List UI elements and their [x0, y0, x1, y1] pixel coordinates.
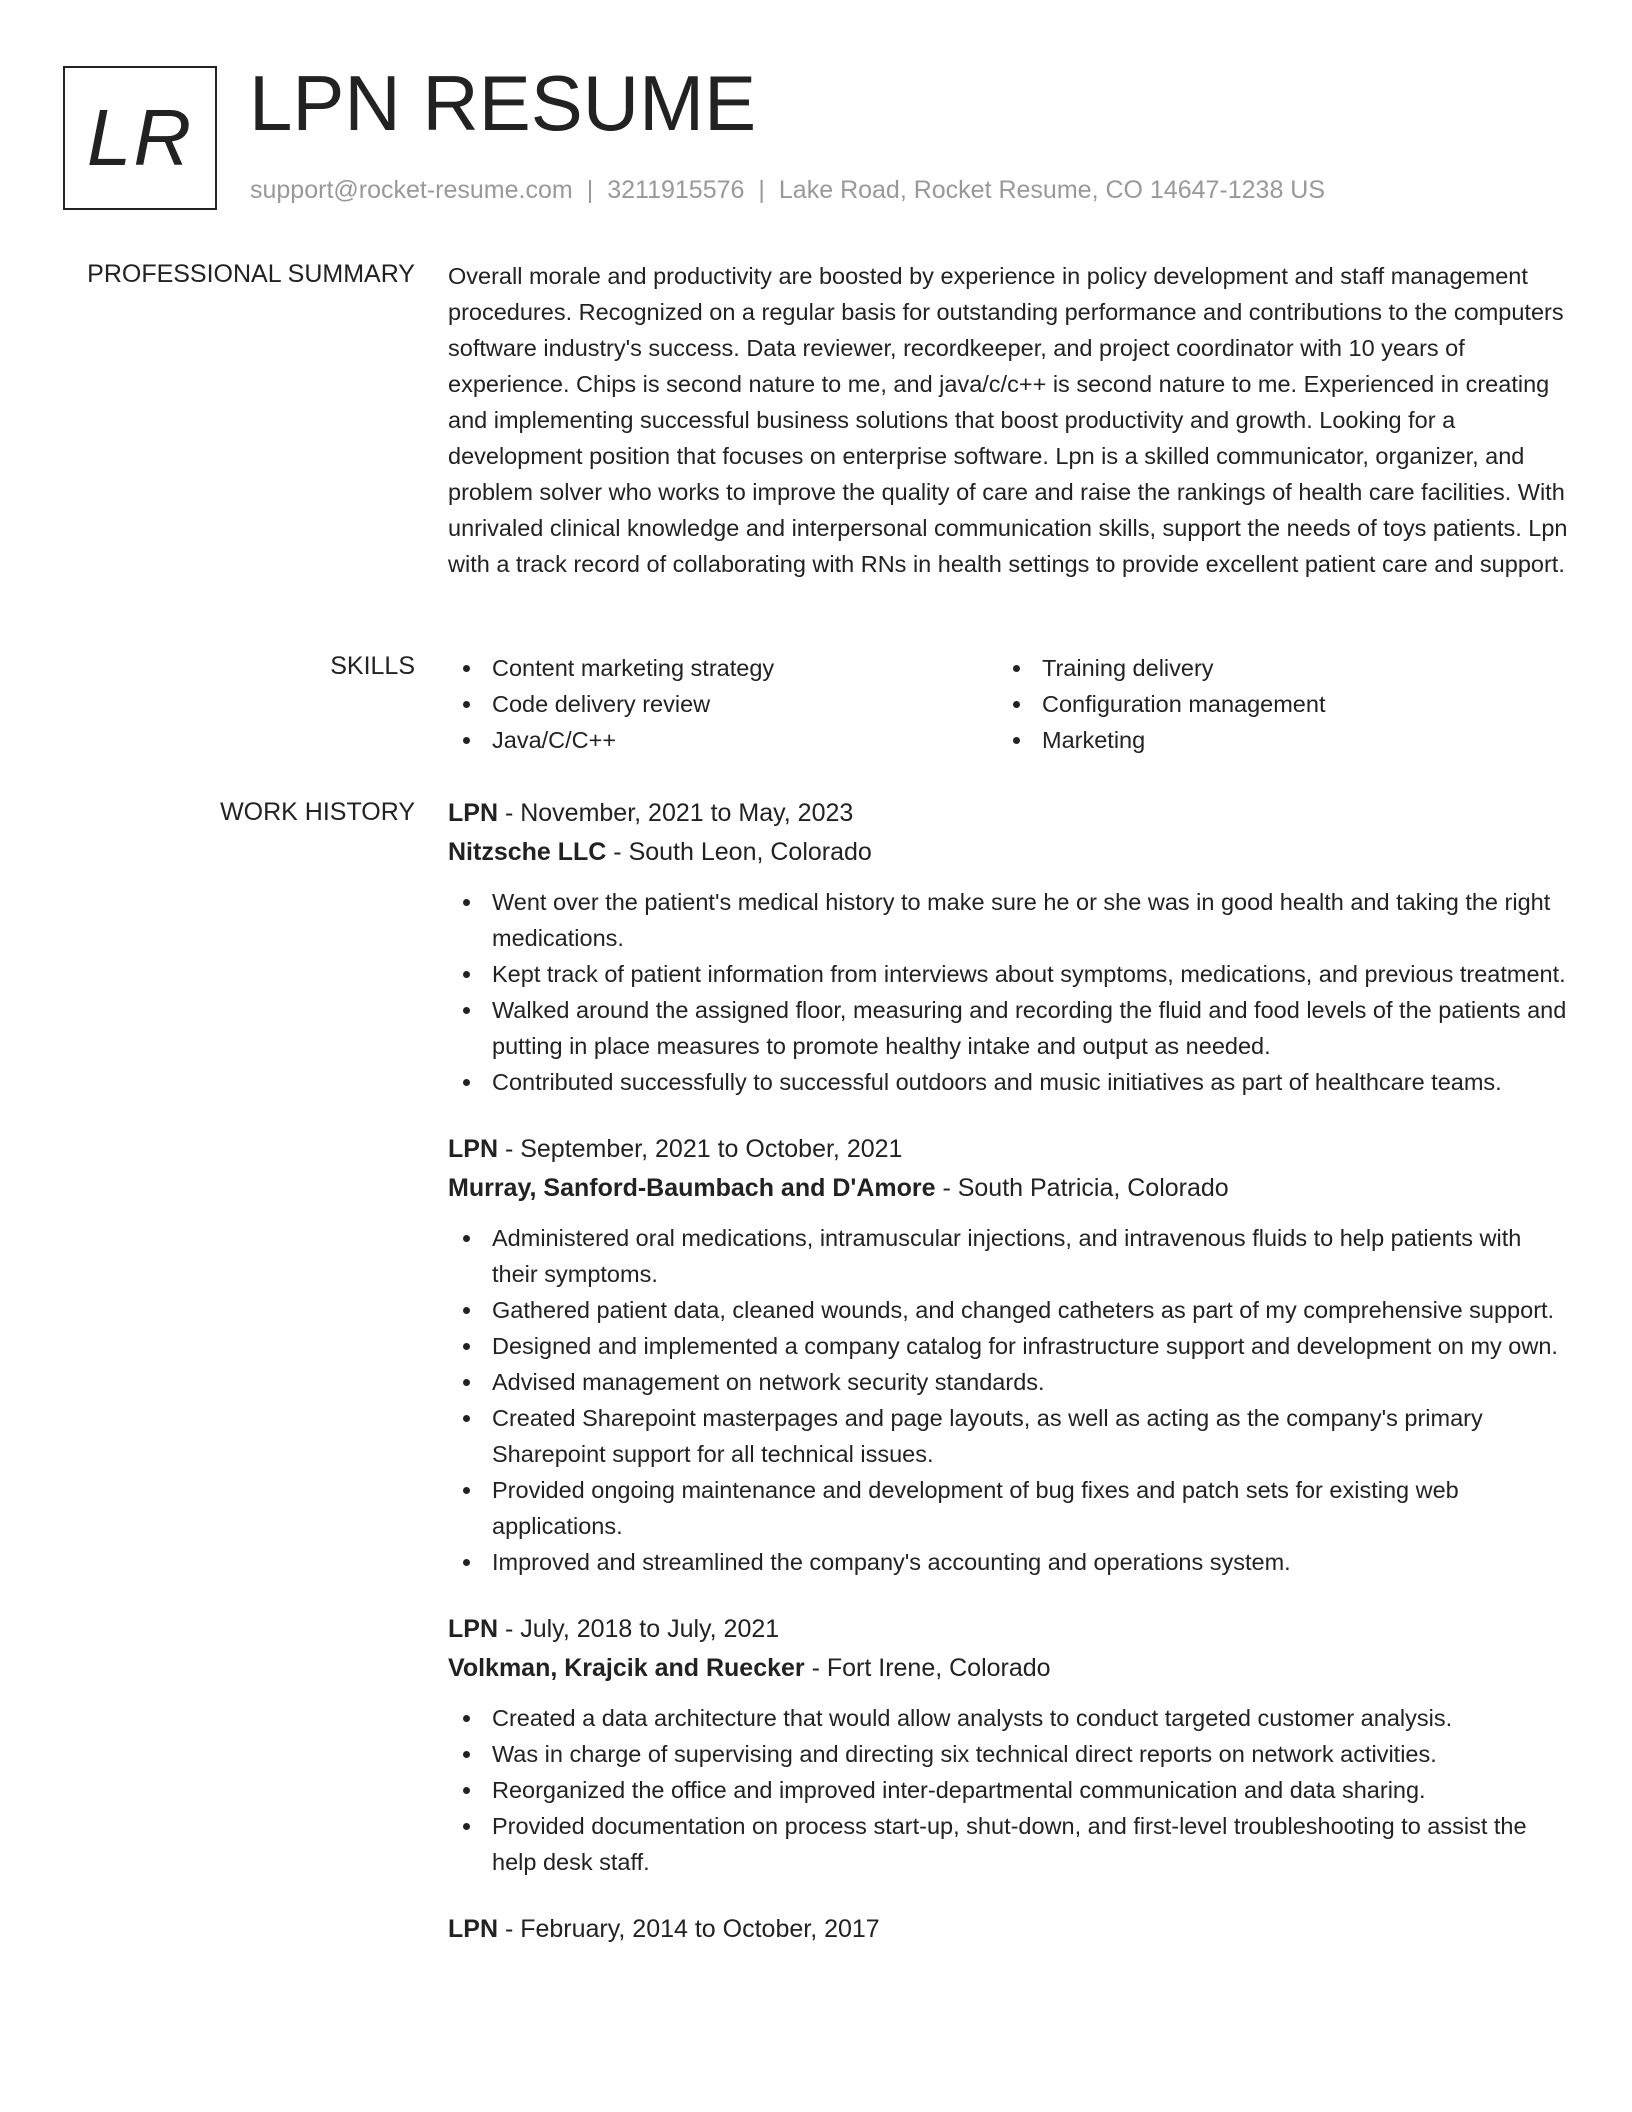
job-dates: - November, 2021 to May, 2023: [498, 799, 854, 827]
job-title: LPN: [448, 799, 498, 827]
work-history-content: [448, 794, 1568, 1979]
job-dates: - February, 2014 to October, 2017: [498, 1915, 880, 1943]
job-bullet: Walked around the assigned floor, measuring and recording the fluid and food levels of the patients and putting in place measures to promote healthy intake and output as needed.: [448, 992, 1568, 1064]
work-history-label: WORK HISTORY: [220, 798, 415, 826]
job-company: Volkman, Krajcik and Ruecker: [448, 1654, 805, 1682]
skills-list-right: [998, 650, 1548, 758]
skill-item: Content marketing strategy: [448, 650, 998, 686]
job-bullets: [448, 884, 1568, 1100]
job-bullet: Contributed successfully to successful outdoors and music initiatives as part of healthcare teams.: [448, 1064, 1568, 1100]
job-bullet: Administered oral medications, intramuscular injections, and intravenous fluids to help patients with their symptoms.: [448, 1220, 1568, 1292]
job-title-line: [448, 794, 1568, 833]
job-bullet: Created a data architecture that would allow analysts to conduct targeted customer analysis.: [448, 1700, 1568, 1736]
skills-grid: [448, 650, 1568, 758]
job-company-line: [448, 1169, 1568, 1208]
job-location: - South Leon, Colorado: [606, 838, 872, 866]
job-company: Nitzsche LLC: [448, 838, 607, 866]
job-title: LPN: [448, 1915, 498, 1943]
job-title-line: [448, 1910, 1568, 1949]
job-company: Murray, Sanford-Baumbach and D'Amore: [448, 1174, 936, 1202]
resume-title: LPN RESUME: [249, 59, 757, 147]
job-location: - South Patricia, Colorado: [935, 1174, 1229, 1202]
job-location: - Fort Irene, Colorado: [804, 1654, 1051, 1682]
job-entry: [448, 794, 1568, 1100]
job-bullet: Advised management on network security standards.: [448, 1364, 1568, 1400]
job-bullets: [448, 1700, 1568, 1880]
contact-address: Lake Road, Rocket Resume, CO 14647-1238 US: [778, 176, 1326, 204]
job-bullet: Designed and implemented a company catalog for infrastructure support and development on my own.: [448, 1328, 1568, 1364]
contact-email: support@rocket-resume.com: [250, 176, 573, 204]
skill-item: Configuration management: [998, 686, 1548, 722]
summary-content: [448, 258, 1568, 582]
monogram-initials: LR: [86, 93, 194, 182]
contact-separator: |: [586, 176, 594, 204]
job-dates: - July, 2018 to July, 2021: [498, 1615, 780, 1643]
skills-list-left: [448, 650, 998, 758]
contact-phone: 3211915576: [607, 176, 745, 204]
job-entry: [448, 1610, 1568, 1880]
job-title-line: [448, 1610, 1568, 1649]
job-bullet: Provided documentation on process start-up, shut-down, and first-level troubleshooting to assist the help desk staff.: [448, 1808, 1568, 1880]
skill-item: Code delivery review: [448, 686, 998, 722]
job-entry: [448, 1910, 1568, 1949]
job-title: LPN: [448, 1615, 498, 1643]
job-company-line: [448, 1649, 1568, 1688]
contact-line: [250, 174, 1325, 206]
job-bullet: Was in charge of supervising and directing six technical direct reports on network activities.: [448, 1736, 1568, 1772]
job-title-line: [448, 1130, 1568, 1169]
skill-item: Training delivery: [998, 650, 1548, 686]
contact-separator: |: [758, 176, 765, 204]
job-bullet: Improved and streamlined the company's accounting and operations system.: [448, 1544, 1568, 1580]
summary-label: PROFESSIONAL SUMMARY: [87, 260, 415, 288]
job-bullet: Kept track of patient information from interviews about symptoms, medications, and previous treatment.: [448, 956, 1568, 992]
summary-text: Overall morale and productivity are boosted by experience in policy development and staff management procedures. Recognized on a regular basis for outstanding performance and contributions to the computers software industry's success. Data reviewer, recordkeeper, and project coordinator with 10 years of experience. Chips is second nature to me, and java/c/c++ is second nature to me. Experienced in creating and implementing successful business solutions that boost productivity and growth. Looking for a development position that focuses on enterprise software. Lpn is a skilled communicator, organizer, and problem solver who works to improve the quality of care and raise the rankings of health care facilities. With unrivaled clinical knowledge and interpersonal communication skills, support the needs of toys patients. Lpn with a track record of collaborating with RNs in health settings to provide excellent patient care and support.: [448, 263, 1568, 577]
job-bullet: Reorganized the office and improved inter-departmental communication and data sharing.: [448, 1772, 1568, 1808]
job-bullet: Went over the patient's medical history to make sure he or she was in good health and taking the right medications.: [448, 884, 1568, 956]
monogram-badge: [63, 66, 217, 210]
job-title: LPN: [448, 1135, 498, 1163]
job-bullet: Provided ongoing maintenance and development of bug fixes and patch sets for existing web applications.: [448, 1472, 1568, 1544]
job-bullets: [448, 1220, 1568, 1580]
job-company-line: [448, 833, 1568, 872]
job-entry: [448, 1130, 1568, 1580]
skill-item: Marketing: [998, 722, 1548, 758]
job-bullet: Gathered patient data, cleaned wounds, and changed catheters as part of my comprehensive support.: [448, 1292, 1568, 1328]
skills-label: SKILLS: [330, 652, 415, 680]
job-bullet: Created Sharepoint masterpages and page layouts, as well as acting as the company's primary Sharepoint support for all technical issues.: [448, 1400, 1568, 1472]
job-dates: - September, 2021 to October, 2021: [498, 1135, 903, 1163]
skill-item: Java/C/C++: [448, 722, 998, 758]
